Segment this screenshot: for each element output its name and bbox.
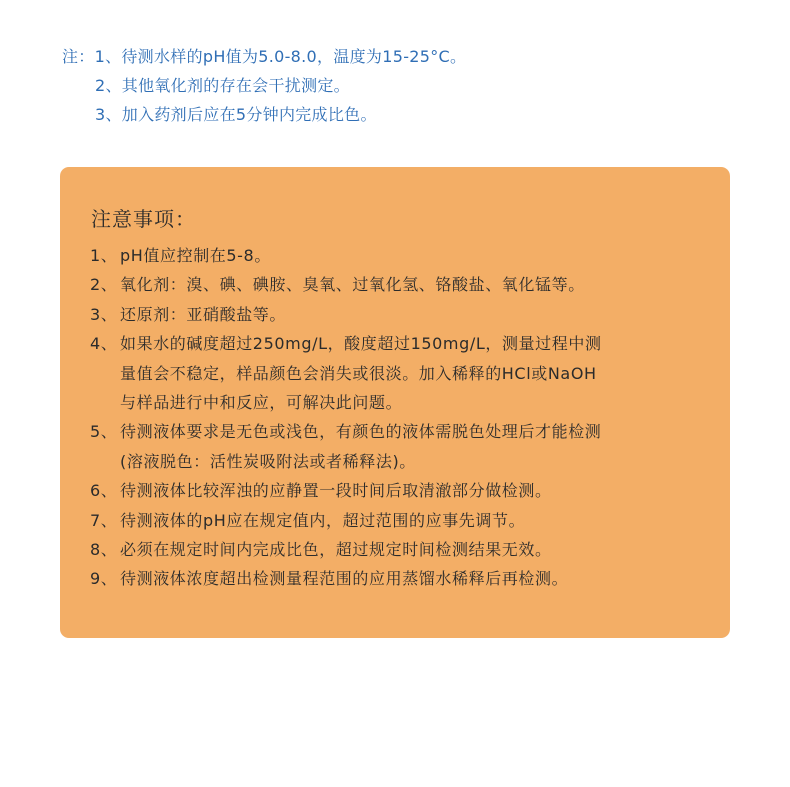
list-item: [90, 564, 702, 593]
list-item: [90, 270, 702, 299]
item-text-line: 氧化剂：溴、碘、碘胺、臭氧、过氧化氢、铬酸盐、氧化锰等。: [120, 275, 585, 295]
item-text: [120, 270, 702, 299]
item-text-line: 还原剂：亚硝酸盐等。: [120, 304, 287, 324]
item-text-line: pH值应控制在5-8。: [120, 246, 271, 265]
note-line-1: 注：1、待测水样的pH值为5.0-8.0，温度为15-25°C。: [62, 47, 467, 66]
item-number: 3、: [90, 304, 118, 324]
item-text: [120, 417, 702, 476]
item-text-line: 与样品进行中和反应，可解决此问题。: [120, 393, 403, 413]
item-text-line: 待测液体的pH应在规定值内，超过范围的应事先调节。: [120, 510, 526, 530]
item-number: 6、: [90, 481, 118, 501]
item-text: [120, 476, 702, 505]
note-line-2: 2、其他氧化剂的存在会干扰测定。: [95, 76, 350, 95]
precautions-list: [90, 241, 702, 594]
item-text: [120, 241, 702, 270]
item-number: 8、: [90, 540, 118, 560]
precautions-card: [60, 167, 730, 638]
item-number: 9、: [90, 569, 118, 589]
list-item: [90, 300, 702, 329]
item-text: [120, 329, 702, 417]
item-number: 7、: [90, 510, 118, 530]
list-item: [90, 506, 702, 535]
item-text-line: 如果水的碱度超过250mg/L，酸度超过150mg/L，测量过程中测: [120, 334, 602, 354]
item-text-line: 待测液体比较浑浊的应静置一段时间后取清澈部分做检测。: [120, 481, 552, 501]
note-line-3: 3、加入药剂后应在5分钟内完成比色。: [95, 105, 377, 124]
item-text: [120, 535, 702, 564]
list-item: [90, 329, 702, 417]
item-text-line: 待测液体浓度超出检测量程范围的应用蒸馏水稀释后再检测。: [120, 569, 569, 589]
item-text-line: 量值会不稳定，样品颜色会消失或很淡。加入稀释的HCl或NaOH: [120, 363, 597, 383]
item-text: [120, 506, 702, 535]
list-item: [90, 417, 702, 476]
item-text-line: (溶液脱色：活性炭吸附法或者稀释法)。: [120, 451, 416, 471]
item-number: 5、: [90, 422, 118, 442]
item-number: 2、: [90, 275, 118, 295]
item-number: 1、: [90, 246, 118, 265]
list-item: [90, 535, 702, 564]
notes-block: [62, 42, 762, 129]
list-item: [90, 476, 702, 505]
item-text-line: 必须在规定时间内完成比色，超过规定时间检测结果无效。: [120, 540, 552, 560]
item-text-line: 待测液体要求是无色或浅色，有颜色的液体需脱色处理后才能检测: [120, 422, 602, 442]
card-title: 注意事项：: [91, 207, 196, 231]
item-text: [120, 564, 702, 593]
list-item: [90, 241, 702, 270]
item-text: [120, 300, 702, 329]
item-number: 4、: [90, 334, 118, 354]
